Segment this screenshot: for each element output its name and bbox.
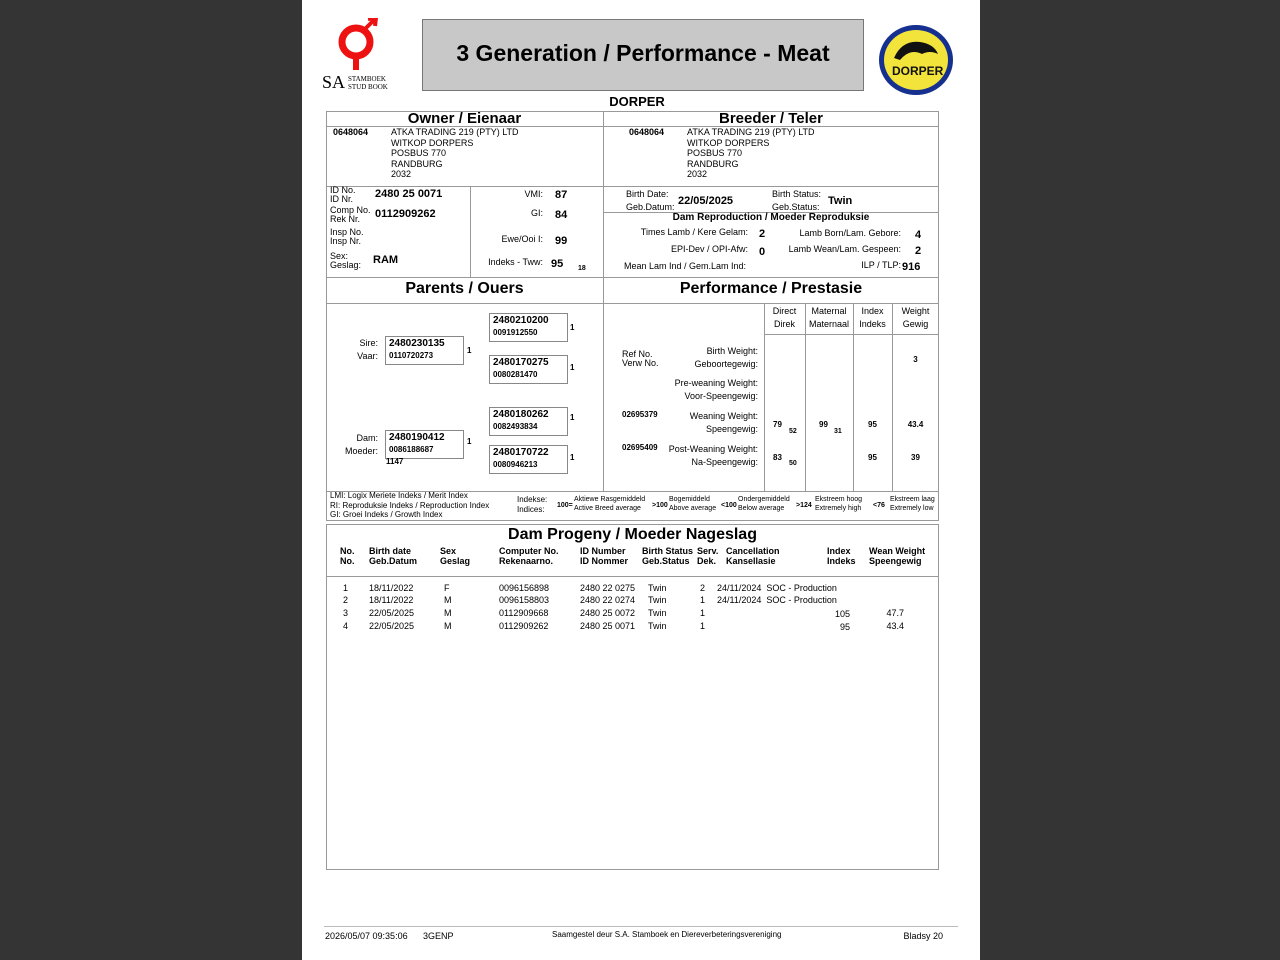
perf-direct: 83 — [773, 453, 782, 462]
lamb-wean: 2 — [915, 245, 922, 257]
dam-flag: 1 — [467, 437, 472, 446]
sire-flag: 1 — [467, 346, 472, 355]
progeny-header-sex — [440, 546, 470, 566]
perf-col-header-maternal — [805, 305, 853, 331]
perf-col-line — [892, 303, 893, 492]
legend-symbol: 100= — [557, 502, 573, 509]
progeny-id: 2480 25 0071 — [580, 621, 636, 631]
perf-row-postweaning — [642, 443, 758, 469]
legend-item-line: Extremely low — [890, 505, 934, 512]
legend-indices-label — [517, 495, 547, 515]
progeny-header-line: Dek. — [697, 556, 717, 566]
insp-label: Insp No. — [330, 227, 364, 237]
owner-address — [391, 127, 519, 180]
legend-item — [890, 495, 935, 513]
table-row — [302, 621, 980, 633]
legend-line: LMI: Logix Meriete Indeks / Merit Index — [330, 491, 468, 500]
ilp-label: ILP / TLP: — [861, 260, 901, 270]
breeder-address-line: 2032 — [687, 169, 708, 179]
sire-box — [385, 336, 464, 365]
progeny-wean: 43.4 — [886, 621, 904, 631]
logo-line2: STUD BOOK — [348, 83, 388, 91]
sire-label-afr: Vaar: — [357, 351, 378, 361]
sire-dam-comp: 0080281470 — [493, 370, 538, 379]
tww-sub: 18 — [578, 265, 586, 272]
birth-date-label: Birth Date: — [626, 189, 669, 199]
progeny-header-line: Wean Weight — [869, 546, 926, 556]
dam-sire-box — [489, 407, 568, 436]
progeny-sex: M — [444, 608, 452, 618]
legend-item-line: Ekstreem laag — [890, 496, 935, 503]
perf-col-header-index — [853, 305, 892, 331]
legend-symbol: >124 — [796, 502, 812, 509]
progeny-sex: M — [444, 595, 452, 605]
perf-row-label: Voor-Speengewig: — [684, 391, 758, 401]
dorper-logo — [878, 24, 956, 96]
progeny-date: 18/11/2022 — [369, 595, 414, 605]
legend-item — [738, 495, 790, 513]
perf-col-header-line: Direk — [773, 319, 795, 329]
progeny-id: 2480 22 0274 — [580, 595, 636, 605]
dam-dam-comp: 0080946213 — [493, 460, 538, 469]
id-label: ID No. — [330, 185, 356, 195]
document-page — [302, 0, 980, 960]
owner-address-line: 2032 — [391, 169, 412, 179]
legend-indices-label-line: Indices: — [517, 505, 545, 514]
sire-comp: 0110720273 — [389, 351, 434, 360]
table-row — [302, 608, 980, 620]
progeny-header-line: ID Number — [580, 546, 626, 556]
sire-sire-flag: 1 — [570, 323, 575, 332]
dam-comp: 0086188687 — [389, 445, 434, 454]
progeny-header-line: Geb.Status — [642, 556, 690, 566]
perf-header-rule — [764, 334, 939, 335]
parents-heading: Parents / Ouers — [405, 280, 524, 297]
breeder-address-line: RANDBURG — [687, 158, 739, 169]
perf-row-label: Post-Weaning Weight: — [668, 444, 758, 454]
gi-value: 84 — [555, 209, 568, 221]
sire-dam-id: 2480170275 — [493, 357, 549, 368]
perf-maternal: 99 — [819, 420, 828, 429]
dam-box — [385, 430, 464, 459]
progeny-serv: 1 — [700, 608, 706, 618]
progeny-cancel: 24/11/2024 SOC - Production — [717, 595, 837, 605]
breeder-address — [687, 127, 815, 180]
perf-row-label: Geboortegewig: — [694, 359, 758, 369]
tww-value: 95 — [551, 258, 564, 270]
perf-row-label: Pre-weaning Weight: — [674, 378, 758, 388]
progeny-header-line: Serv. — [697, 546, 719, 556]
legend-indices-label-line: Indekse: — [517, 495, 548, 504]
perf-col-header-line: Maternaal — [808, 319, 850, 329]
birth-status-label: Birth Status: — [772, 189, 822, 199]
progeny-status: Twin — [648, 583, 667, 593]
progeny-header-computer-no — [499, 546, 559, 566]
owner-code: 0648064 — [333, 127, 369, 137]
dam-id: 2480190412 — [389, 432, 445, 443]
footer-rule — [324, 926, 958, 927]
sire-sire-box — [489, 313, 568, 342]
comp-number: 0112909262 — [375, 208, 436, 220]
progeny-header-cancellation — [726, 546, 780, 566]
legend-symbol: <100 — [721, 502, 737, 509]
perf-row-birth — [642, 345, 758, 371]
page-title: 3 Generation / Performance - Meat — [456, 40, 830, 66]
perf-maternal-sub: 31 — [834, 428, 842, 435]
perf-col-line — [764, 303, 765, 492]
dam-repro-heading: Dam Reproduction / Moeder Reproduksie — [672, 212, 870, 223]
progeny-comp: 0112909668 — [499, 608, 549, 618]
progeny-header-line: Geslag — [440, 556, 471, 566]
insp-label-afr: Insp Nr. — [330, 236, 362, 246]
progeny-header-line: Birth Status — [642, 546, 694, 556]
sire-dam-box — [489, 355, 568, 384]
legend-item — [669, 495, 716, 513]
progeny-serv: 2 — [700, 583, 706, 593]
perf-col-line — [853, 303, 854, 492]
legend-item-line: Above average — [669, 505, 717, 512]
perf-direct-sub: 52 — [789, 428, 797, 435]
perf-col-header-weight — [892, 305, 939, 331]
progeny-header-line: No. — [340, 546, 355, 556]
owner-address-line: POSBUS 770 — [391, 148, 447, 158]
breed-name: DORPER — [609, 94, 665, 109]
perf-weight: 39 — [911, 453, 920, 462]
title-banner — [422, 19, 864, 91]
birth-date: 22/05/2025 — [678, 195, 734, 207]
progeny-no: 4 — [343, 621, 349, 631]
animal-id: 2480 25 0071 — [375, 188, 443, 200]
progeny-header-line: Kansellasie — [726, 556, 776, 566]
progeny-no: 2 — [343, 595, 349, 605]
progeny-header-line: Indeks — [827, 556, 856, 566]
sex-label-afr: Geslag: — [330, 260, 362, 270]
progeny-comp: 0112909262 — [499, 621, 549, 631]
birth-status: Twin — [828, 195, 853, 207]
footer-report-code: 3GENP — [423, 931, 454, 941]
perf-col-header-line: Index — [861, 306, 884, 316]
perf-row-label: Birth Weight: — [706, 346, 758, 356]
perf-col-header-line: Weight — [901, 306, 930, 316]
progeny-comp: 0096158803 — [499, 595, 550, 605]
sire-sire-id: 2480210200 — [493, 315, 549, 326]
parents-heading-rule — [326, 303, 939, 304]
mean-lam-label: Mean Lam Ind / Gem.Lam Ind: — [624, 261, 747, 271]
dam-sire-id: 2480180262 — [493, 409, 549, 420]
animal-info-divider-1 — [470, 186, 471, 278]
epi-label: EPI-Dev / OPI-Afw: — [670, 244, 748, 254]
ewe-label: Ewe/Ooi I: — [501, 234, 543, 244]
dam-label: Dam: — [356, 433, 378, 443]
dam-dam-box — [489, 445, 568, 474]
epi-value: 0 — [759, 246, 766, 258]
progeny-header-line: Computer No. — [499, 546, 559, 556]
birth-date-label-afr: Geb.Datum: — [626, 202, 675, 212]
dam-extra: 1147 — [386, 457, 404, 466]
progeny-heading: Dam Progeny / Moeder Nageslag — [508, 526, 757, 543]
legend-line: RI: Reproduksie Indeks / Reproduction Index — [330, 500, 490, 510]
ref-label-afr: Verw No. — [622, 358, 659, 368]
perf-row-label: Na-Speengewig: — [691, 457, 758, 467]
perf-col-header-line: Maternal — [811, 306, 847, 316]
dam-dam-flag: 1 — [570, 453, 575, 462]
dorper-logo-text: DORPER — [892, 64, 944, 78]
legend-item — [815, 495, 862, 513]
perf-row-label: Weaning Weight: — [689, 411, 758, 421]
progeny-serv: 1 — [700, 595, 706, 605]
progeny-sex: M — [444, 621, 452, 631]
progeny-header-line: Speengewig — [869, 556, 922, 566]
progeny-header-id-number — [580, 546, 628, 566]
legend-item-line: Below average — [738, 505, 785, 512]
dam-sire-flag: 1 — [570, 413, 575, 422]
legend-item-line: Ekstreem hoog — [815, 496, 863, 503]
perf-row-label: Speengewig: — [705, 424, 758, 434]
legend-item-line: Bogemiddeld — [669, 496, 710, 503]
progeny-header-line: Birth date — [369, 546, 412, 556]
perf-weight: 43.4 — [907, 420, 924, 429]
perf-index: 95 — [868, 453, 877, 462]
perf-col-header-direct — [764, 305, 805, 331]
breeder-heading: Breeder / Teler — [719, 110, 823, 127]
times-lamb: 2 — [759, 228, 766, 240]
ref-label: Ref No. — [622, 349, 653, 359]
times-lamb-label: Times Lamb / Kere Gelam: — [640, 227, 748, 237]
sire-sire-comp: 0091912550 — [493, 328, 538, 337]
perf-col-header-line: Indeks — [859, 319, 886, 329]
sex-label: Sex: — [330, 251, 349, 261]
gi-label: GI: — [530, 208, 543, 218]
owner-address-line: ATKA TRADING 219 (PTY) LTD — [391, 127, 519, 137]
breeder-address-line: ATKA TRADING 219 (PTY) LTD — [687, 127, 815, 137]
legend-item — [574, 495, 645, 513]
progeny-sex: F — [444, 583, 450, 593]
perf-ref: 02695409 — [622, 443, 658, 452]
progeny-status: Twin — [648, 621, 667, 631]
progeny-header-serv — [697, 546, 718, 566]
progeny-header-index — [827, 546, 856, 566]
progeny-header-line: Index — [827, 546, 851, 556]
perf-direct: 79 — [773, 420, 782, 429]
progeny-id: 2480 25 0072 — [580, 608, 636, 618]
progeny-header-line: Sex — [440, 546, 457, 556]
dam-dam-id: 2480170722 — [493, 447, 549, 458]
progeny-wean: 47.7 — [886, 608, 904, 618]
perf-col-header-line: Gewig — [902, 319, 929, 329]
dam-label-afr: Moeder: — [344, 446, 378, 456]
footer-page-number: Bladsy 20 — [903, 931, 943, 941]
progeny-no: 1 — [343, 583, 349, 593]
owner-address-line: RANDBURG — [391, 158, 443, 169]
perf-col-header-line: Direct — [772, 306, 797, 316]
legend-item-line: Aktiewe Rasgemiddeld — [574, 496, 646, 503]
sa-stud-book-logo — [322, 18, 402, 94]
dam-sire-comp: 0082493834 — [493, 422, 538, 431]
animal-info-divider-2 — [603, 186, 604, 278]
progeny-date: 22/05/2025 — [369, 621, 415, 631]
owner-address-line: WITKOP DORPERS — [391, 137, 474, 148]
comp-label: Comp No. — [330, 205, 371, 215]
progeny-date: 18/11/2022 — [369, 583, 414, 593]
progeny-status: Twin — [648, 608, 667, 618]
id-label-afr: ID Nr. — [330, 194, 354, 204]
sire-dam-flag: 1 — [570, 363, 575, 372]
performance-heading: Performance / Prestasie — [679, 280, 863, 297]
ilp-value: 916 — [902, 261, 921, 273]
progeny-index: 105 — [834, 609, 850, 619]
progeny-header-birth-status — [642, 546, 693, 566]
footer-timestamp: 2026/05/07 09:35:06 — [325, 931, 408, 941]
footer-credit: Saamgestel deur S.A. Stamboek en Diereverbeteringsvereniging — [552, 930, 782, 939]
perf-index: 95 — [868, 420, 877, 429]
breeder-address-line: WITKOP DORPERS — [687, 137, 770, 148]
tww-label: Indeks - Tww: — [488, 257, 543, 267]
table-row — [302, 583, 980, 595]
progeny-header-line: Geb.Datum — [369, 556, 418, 566]
progeny-cancel: 24/11/2024 SOC - Production — [717, 583, 837, 593]
progeny-index: 95 — [839, 622, 850, 632]
vmi-label: VMI: — [524, 189, 543, 199]
breeder-code: 0648064 — [629, 127, 665, 137]
progeny-header-line: No. — [340, 556, 355, 566]
progeny-no: 3 — [343, 608, 349, 618]
logo-line1: STAMBOEK — [348, 75, 386, 83]
progeny-status: Twin — [648, 595, 667, 605]
parents-performance-divider — [603, 277, 604, 492]
progeny-header-line: ID Nommer — [580, 556, 629, 566]
progeny-header-no — [340, 546, 355, 566]
lamb-born: 4 — [915, 229, 922, 241]
ewe-value: 99 — [555, 235, 568, 247]
legend-symbol: >100 — [652, 502, 668, 509]
progeny-header-wean-weight — [869, 546, 925, 566]
progeny-comp: 0096156898 — [499, 583, 550, 593]
perf-direct-sub: 50 — [789, 460, 797, 467]
vmi-value: 87 — [555, 189, 568, 201]
sex-value: RAM — [373, 254, 399, 266]
legend-item-line: Extremely high — [815, 505, 862, 512]
legend-line: GI: Groei Indeks / Growth Index — [330, 510, 443, 519]
perf-row-weaning — [642, 410, 758, 436]
progeny-header-rule — [326, 576, 939, 577]
perf-row-preweaning — [642, 377, 758, 403]
lamb-born-label: Lamb Born/Lam. Gebore: — [799, 228, 901, 238]
legend-abbreviations — [330, 491, 489, 520]
perf-col-line — [805, 303, 806, 492]
progeny-header-line: Cancellation — [726, 546, 780, 556]
sire-label: Sire: — [359, 338, 378, 348]
progeny-serv: 1 — [700, 621, 706, 631]
lamb-wean-label: Lamb Wean/Lam. Gespeen: — [788, 244, 901, 254]
perf-ref: 02695379 — [622, 410, 658, 419]
progeny-id: 2480 22 0275 — [580, 583, 636, 593]
logo-letters: SA — [322, 72, 346, 92]
perf-weight: 3 — [913, 355, 918, 364]
legend-symbol: <76 — [873, 502, 885, 509]
progeny-header-line: Rekenaarno. — [499, 556, 554, 566]
table-row — [302, 595, 980, 607]
legend-item-line: Active Breed average — [574, 505, 641, 512]
comp-label-afr: Rek Nr. — [330, 214, 361, 224]
breeder-address-line: POSBUS 770 — [687, 148, 743, 158]
progeny-date: 22/05/2025 — [369, 608, 415, 618]
birth-status-label-afr: Geb.Status: — [772, 202, 820, 212]
sire-id: 2480230135 — [389, 338, 445, 349]
progeny-header-birth-date — [369, 546, 417, 566]
legend-item-line: Ondergemiddeld — [738, 496, 790, 503]
owner-heading: Owner / Eienaar — [407, 110, 522, 127]
